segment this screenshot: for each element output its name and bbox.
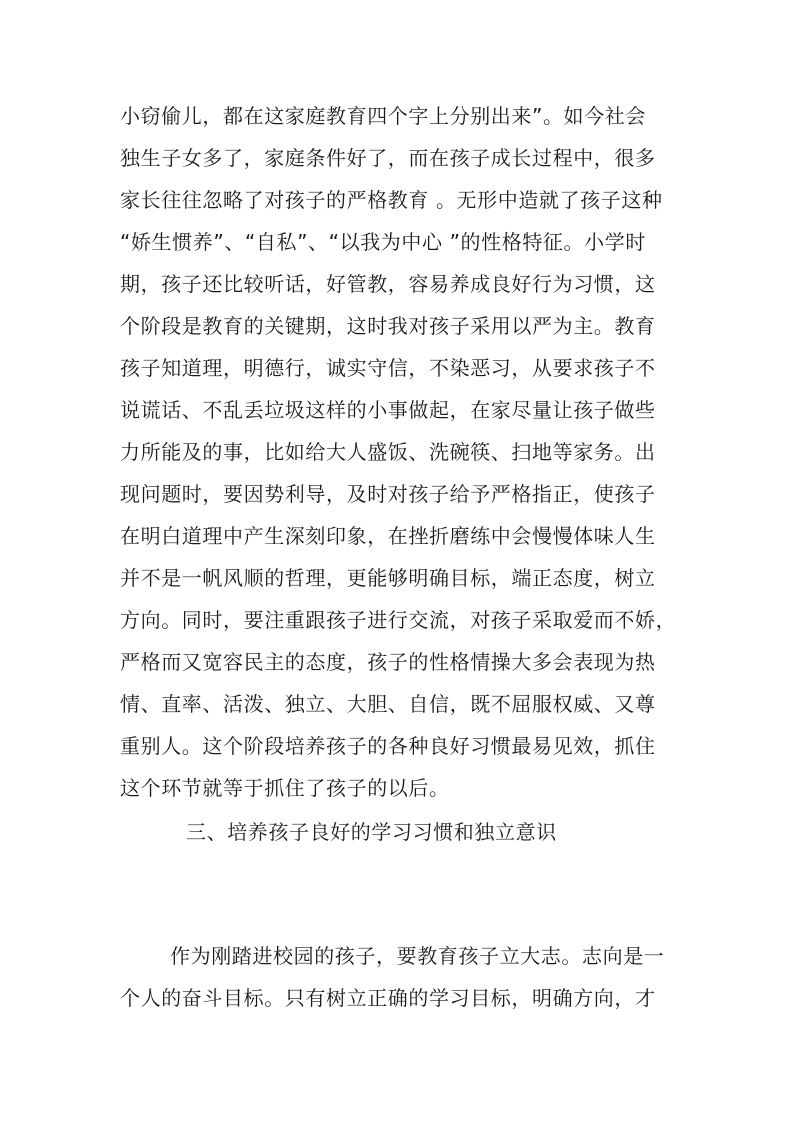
paragraph-line: 情、直率、活泼、独立、大胆、自信，既不屈服权威、又尊 (120, 692, 656, 716)
paragraph-line: 力所能及的事，比如给大人盛饭、洗碗筷、扫地等家务。出 (120, 440, 656, 464)
paragraph-line: 严格而又宽容民主的态度，孩子的性格情操大多会表现为热 (120, 650, 656, 674)
paragraph-line: 家长往往忽略了对孩子的严格教育 。无形中造就了孩子这种 (120, 188, 663, 212)
paragraph-line: “娇生惯养”、“自私”、“以我为中心 ”的性格特征。小学时 (120, 230, 646, 254)
paragraph-line: 现问题时，要因势利导，及时对孩子给予严格指正，使孩子 (120, 482, 656, 506)
paragraph-line: 作为刚踏进校园的孩子，要教育孩子立大志。志向是一 (170, 944, 665, 968)
paragraph-line: 独生子女多了，家庭条件好了，而在孩子成长过程中，很多 (120, 146, 656, 170)
paragraph-line: 小窃偷儿，都在这家庭教育四个字上分别出来”。如今社会 (120, 104, 646, 128)
paragraph-line: 方向。同时，要注重跟孩子进行交流，对孩子采取爱而不娇， (120, 608, 677, 632)
paragraph-line: 期，孩子还比较听话，好管教，容易养成良好行为习惯，这 (120, 272, 656, 296)
section-heading: 三、培养孩子良好的学习习惯和独立意识 (186, 820, 557, 844)
paragraph-line: 并不是一帆风顺的哲理，更能够明确目标，端正态度，树立 (120, 566, 656, 590)
paragraph-line: 说谎话、不乱丢垃圾这样的小事做起，在家尽量让孩子做些 (120, 398, 656, 422)
paragraph-line: 重别人。这个阶段培养孩子的各种良好习惯最易见效，抓住 (120, 734, 656, 758)
paragraph-line: 个人的奋斗目标。只有树立正确的学习目标，明确方向，才 (120, 986, 656, 1010)
paragraph-line: 这个环节就等于抓住了孩子的以后。 (120, 776, 450, 800)
paragraph-line: 在明白道理中产生深刻印象，在挫折磨练中会慢慢体味人生 (120, 524, 656, 548)
paragraph-line: 孩子知道理，明德行，诚实守信，不染恶习，从要求孩子不 (120, 356, 656, 380)
paragraph-line: 个阶段是教育的关键期，这时我对孩子采用以严为主。教育 (120, 314, 656, 338)
